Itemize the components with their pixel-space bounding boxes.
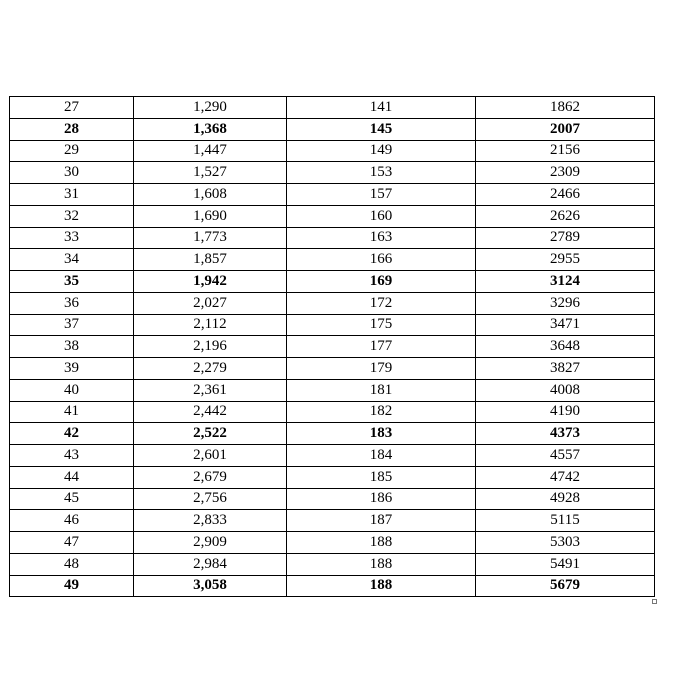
table-row: [10, 227, 655, 249]
table-cell: 1,368: [134, 118, 287, 140]
table-cell: 175: [287, 314, 476, 336]
table-cell: 44: [10, 466, 134, 488]
table-cell: 5679: [476, 575, 655, 597]
table-cell: 2,984: [134, 553, 287, 575]
table-cell: 4742: [476, 466, 655, 488]
table-row: [10, 532, 655, 554]
table-cell: 29: [10, 140, 134, 162]
table-cell: 4190: [476, 401, 655, 423]
table-cell: 40: [10, 379, 134, 401]
table-cell: 35: [10, 271, 134, 293]
table-row: [10, 205, 655, 227]
table-cell: 187: [287, 510, 476, 532]
table-row: [10, 292, 655, 314]
table-cell: 36: [10, 292, 134, 314]
table-row: [10, 184, 655, 206]
table-cell: 188: [287, 532, 476, 554]
table-cell: 27: [10, 97, 134, 119]
table-cell: 1,690: [134, 205, 287, 227]
table-cell: 157: [287, 184, 476, 206]
table-cell: 2,112: [134, 314, 287, 336]
table-cell: 30: [10, 162, 134, 184]
table-cell: 2,196: [134, 336, 287, 358]
table-cell: 3,058: [134, 575, 287, 597]
table-cell: 1862: [476, 97, 655, 119]
table-cell: 182: [287, 401, 476, 423]
table-cell: 37: [10, 314, 134, 336]
table-cell: 1,527: [134, 162, 287, 184]
table-cell: 5491: [476, 553, 655, 575]
table-cell: 185: [287, 466, 476, 488]
table-row: [10, 466, 655, 488]
table-cell: 2007: [476, 118, 655, 140]
table-cell: 49: [10, 575, 134, 597]
table-cell: 2,442: [134, 401, 287, 423]
table-row: [10, 118, 655, 140]
table-cell: 172: [287, 292, 476, 314]
table-cell: 184: [287, 445, 476, 467]
table-row: [10, 140, 655, 162]
table-row: [10, 423, 655, 445]
table-cell: 2309: [476, 162, 655, 184]
table-cell: 1,942: [134, 271, 287, 293]
table-cell: 188: [287, 553, 476, 575]
table-cell: 4928: [476, 488, 655, 510]
table-cell: 34: [10, 249, 134, 271]
table-cell: 2789: [476, 227, 655, 249]
table-cell: 48: [10, 553, 134, 575]
table-cell: 2626: [476, 205, 655, 227]
table-cell: 41: [10, 401, 134, 423]
table-cell: 149: [287, 140, 476, 162]
table-cell: 3648: [476, 336, 655, 358]
table-cell: 2,833: [134, 510, 287, 532]
table-cell: 2,279: [134, 358, 287, 380]
table-cell: 2,361: [134, 379, 287, 401]
table-cell: 3124: [476, 271, 655, 293]
table-cell: 46: [10, 510, 134, 532]
table-cell: 5303: [476, 532, 655, 554]
table-row: [10, 358, 655, 380]
table-cell: 145: [287, 118, 476, 140]
table-cell: 2,522: [134, 423, 287, 445]
table-cell: 177: [287, 336, 476, 358]
table-row: [10, 445, 655, 467]
table-cell: 2156: [476, 140, 655, 162]
table-cell: 183: [287, 423, 476, 445]
table-row: [10, 553, 655, 575]
table-cell: 163: [287, 227, 476, 249]
table-cell: 47: [10, 532, 134, 554]
table-cell: 179: [287, 358, 476, 380]
table-cell: 39: [10, 358, 134, 380]
table-cell: 3296: [476, 292, 655, 314]
table-cell: 5115: [476, 510, 655, 532]
table-row: [10, 379, 655, 401]
table-cell: 166: [287, 249, 476, 271]
table-cell: 153: [287, 162, 476, 184]
table-cell: 33: [10, 227, 134, 249]
table-row: [10, 249, 655, 271]
table-row: [10, 336, 655, 358]
cell-end-marker-icon: [652, 599, 657, 604]
table-cell: 169: [287, 271, 476, 293]
table-cell: 45: [10, 488, 134, 510]
table-cell: 2,601: [134, 445, 287, 467]
table-cell: 1,608: [134, 184, 287, 206]
table-cell: 31: [10, 184, 134, 206]
table-cell: 1,290: [134, 97, 287, 119]
table-cell: 141: [287, 97, 476, 119]
table-row: [10, 162, 655, 184]
table-row: [10, 314, 655, 336]
table-cell: 42: [10, 423, 134, 445]
table-cell: 4008: [476, 379, 655, 401]
table-row: [10, 488, 655, 510]
table-row: [10, 97, 655, 119]
table-cell: 186: [287, 488, 476, 510]
table-cell: 1,773: [134, 227, 287, 249]
table-body: [10, 97, 655, 597]
table-cell: 43: [10, 445, 134, 467]
table-row: [10, 401, 655, 423]
table-cell: 1,447: [134, 140, 287, 162]
table-cell: 181: [287, 379, 476, 401]
table-cell: 4557: [476, 445, 655, 467]
table-row: [10, 510, 655, 532]
table-cell: 3827: [476, 358, 655, 380]
table-cell: 2,027: [134, 292, 287, 314]
table-cell: 1,857: [134, 249, 287, 271]
table-cell: 28: [10, 118, 134, 140]
table-row: [10, 575, 655, 597]
table-row: [10, 271, 655, 293]
table-cell: 2,909: [134, 532, 287, 554]
table-cell: 160: [287, 205, 476, 227]
table-cell: 32: [10, 205, 134, 227]
table-cell: 2,679: [134, 466, 287, 488]
data-table: [9, 96, 655, 597]
table-cell: 38: [10, 336, 134, 358]
table-cell: 2955: [476, 249, 655, 271]
table-cell: 3471: [476, 314, 655, 336]
table-cell: 188: [287, 575, 476, 597]
table-cell: 2,756: [134, 488, 287, 510]
table-cell: 4373: [476, 423, 655, 445]
table-cell: 2466: [476, 184, 655, 206]
